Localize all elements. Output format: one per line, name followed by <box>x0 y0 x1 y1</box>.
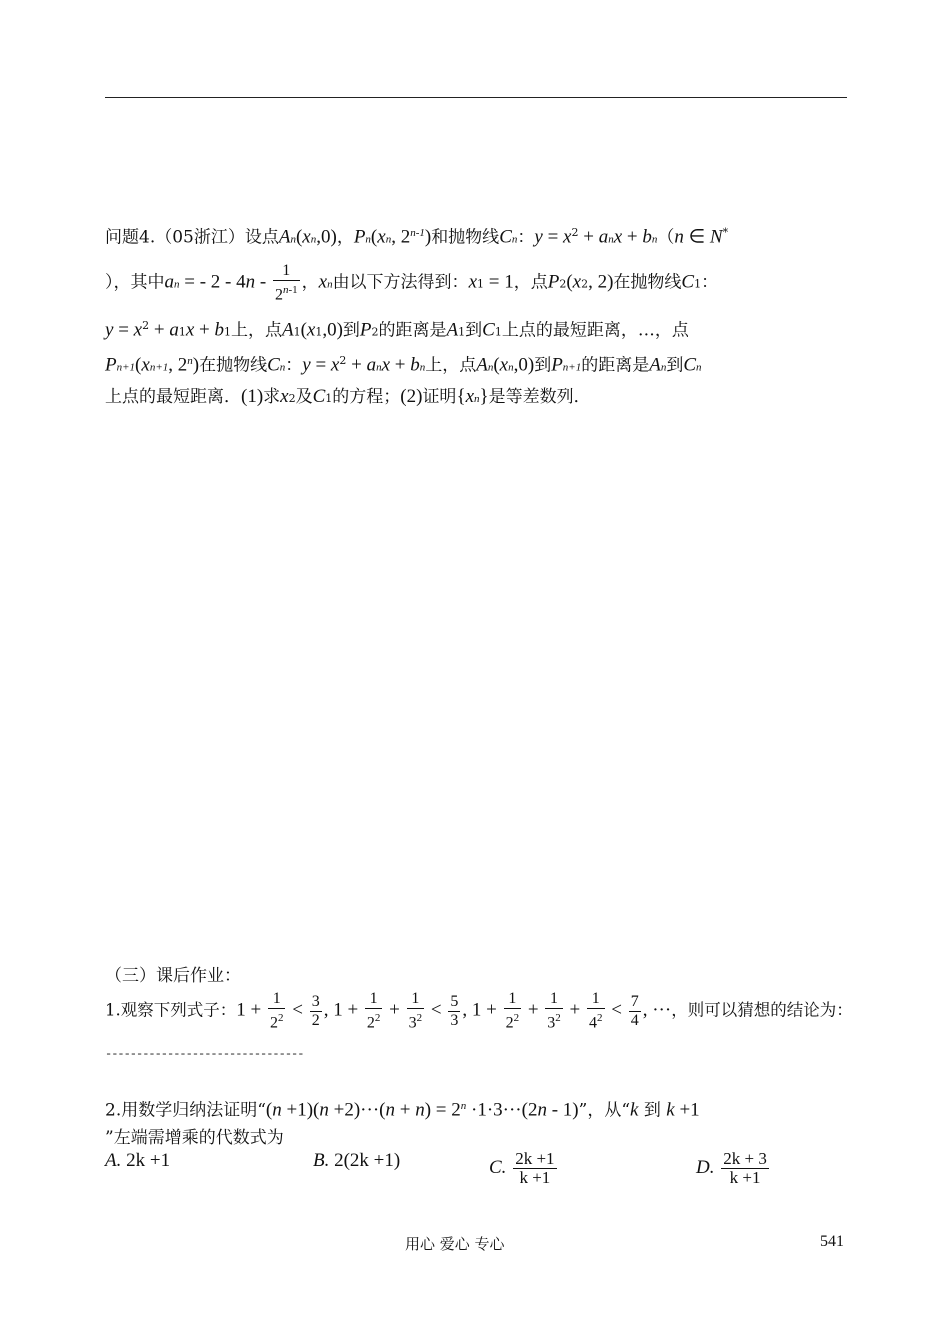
option-c: C. $\frac{2k +1}{k +1}$ <box>489 1149 555 1187</box>
homework-question-2-continued: ”左端需增乘的代数式为 <box>105 1128 284 1148</box>
footer-motto: 用心 爱心 专心 <box>405 1235 505 1253</box>
option-d: D. $\frac{2k + 3}{k +1}$ <box>696 1149 767 1187</box>
homework-question-1: 1.观察下列式子：1 + $\frac{1}{2^2}$ < $\frac{3}{2}$ , 1 + $\frac{1}{2^2}$ + $\frac{1}{3^2}$ < $\frac{5}{3}$ , 1 + $\frac{1}{2^2}$ + $\frac{1}{3^2}$ + $\frac{1}{4^2}$ < $\frac{7}{4}$ , ···，则可以猜想的结论为： <box>105 990 853 1032</box>
option-b: B. 2(2k +1) <box>313 1150 401 1171</box>
header-rule <box>105 97 847 98</box>
problem4-line-3: $y = x^2 + a1x + b1$上，点A1(x1,0)到P2的距离是A1到C1上点的最短距离，…，点 <box>105 319 689 341</box>
problem4-label: 问题4.（05浙江）设点 <box>105 227 279 248</box>
page-number: 541 <box>820 1233 844 1250</box>
problem4-line-2: ），其中an = - 2 - 4n - $\frac{1}{2^{n-1}}$ ，xn由以下方法得到：x1 = 1，点P2(x2, 2)在抛物线C1： <box>105 262 719 304</box>
problem4-line-1: 问题4.（05浙江）设点An(xn,0)，Pn(xn, 2$^{n-1}$)和抛物线Cn：$y = x^2$ + anx + bn（n ∈ N* <box>105 226 729 248</box>
homework-heading: （三）课后作业： <box>105 966 241 986</box>
problem4-line-5: 上点的最短距离．(1)求x2及C1的方程；(2)证明{xn}是等差数列． <box>105 386 591 407</box>
problem4-line-4: Pn+1(xn+1, 2$^n$)在抛物线Cn：$y = x^2$ + anx + bn上，点An(xn,0)到Pn+1的距离是An到Cn <box>105 354 702 376</box>
homework-question-2: 2.用数学归纳法证明“$(n +1)(n +2)\cdot\cdot\cdot(n + n) = 2^n \cdot 1\cdot 3\cdot\cdot\cdot(2n - 1)$”，从“k 到 k +1 <box>105 1099 700 1121</box>
answer-blank: -------------------------------- <box>105 1047 304 1061</box>
option-a: A. 2k +1 <box>105 1150 171 1171</box>
fraction: $\frac{1}{2^{n-1}}$ <box>274 262 298 304</box>
